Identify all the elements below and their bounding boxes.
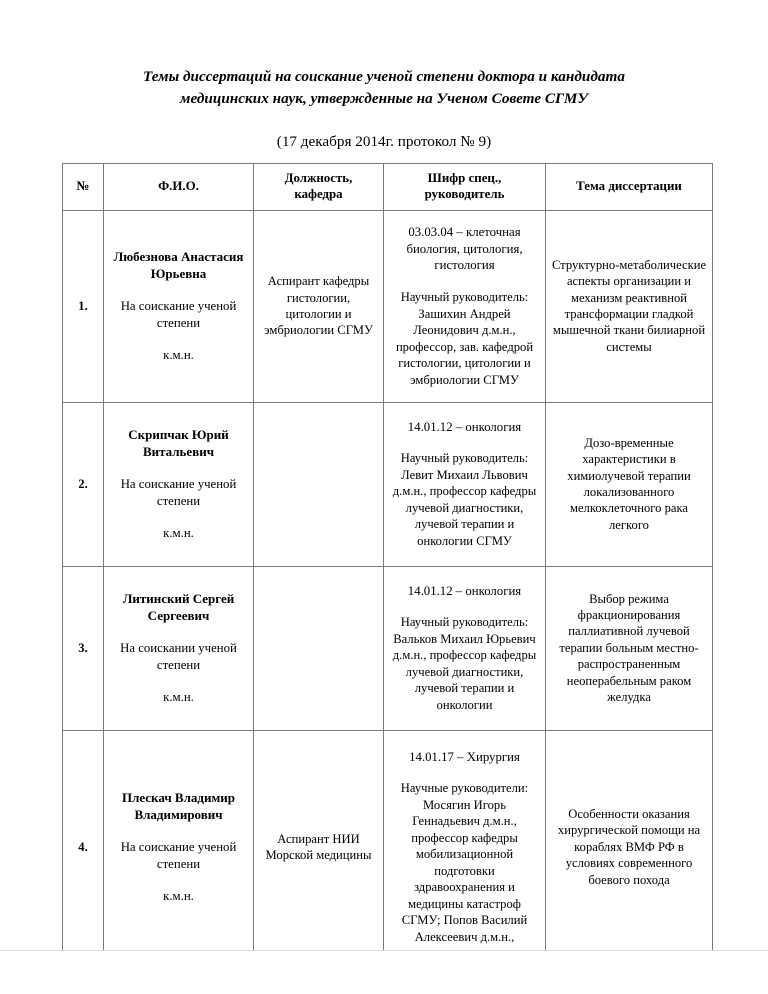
row-fio-name: Скрипчак Юрий Витальевич	[128, 427, 229, 460]
column-header-theme: Тема диссертации	[546, 164, 713, 211]
column-header-spec-line1: Шифр спец.,	[427, 171, 502, 185]
row-spec-code: 14.01.12 – онкология	[407, 419, 522, 434]
row-theme: Выбор режима фракционирования паллиативной лучевой терапии больным местно-распространенным неоперабельным раком желудка	[546, 566, 713, 730]
row-spec-supervisor: Научный руководитель: Левит Михаил Львович д.м.н., профессор кафедры лучевой диагностики, лучевой терапии и онкологии СГМУ	[392, 451, 537, 548]
row-spec-code: 14.01.12 – онкология	[407, 583, 522, 598]
row-theme: Дозо-временные характеристики в химиолучевой терапии локализованного мелкоклеточного рака легкого	[546, 402, 713, 566]
row-spec	[384, 210, 546, 402]
row-fio-degree: На соискание ученой степени	[120, 299, 237, 330]
page-bottom-clip	[0, 950, 768, 994]
row-fio-degree: На соискании ученой степени	[120, 641, 237, 672]
row-spec	[384, 402, 546, 566]
table-row	[63, 210, 713, 402]
row-fio-degree-abbr: к.м.н.	[163, 348, 194, 363]
dissertation-table	[62, 163, 713, 965]
table-header-row	[63, 164, 713, 211]
row-number: 1.	[63, 210, 104, 402]
column-header-position-line1: Должность,	[284, 171, 353, 185]
row-fio	[104, 210, 254, 402]
column-header-position-line2: кафедра	[294, 187, 343, 202]
column-header-spec	[384, 164, 546, 211]
row-spec-supervisor: Научный руководитель: Вальков Михаил Юрьевич д.м.н., профессор кафедры лучевой диагностики, лучевой терапии и онкологии	[392, 615, 537, 712]
page-title-line-1: Темы диссертаций на соискание ученой степени доктора и кандидата	[143, 68, 625, 85]
row-number: 4.	[63, 730, 104, 964]
table-row	[63, 730, 713, 964]
row-spec-code: 14.01.17 – Хирургия	[409, 749, 520, 764]
row-spec-supervisor: Научный руководитель: Зашихин Андрей Леонидович д.м.н., профессор, зав. кафедрой гистологии, цитологии и эмбриологии СГМУ	[395, 290, 534, 387]
row-fio-degree: На соискание ученой степени	[120, 840, 237, 871]
row-position: Аспирант НИИ Морской медицины	[254, 730, 384, 964]
row-spec-code: 03.03.04 – клеточная биология, цитология, гистология	[406, 224, 523, 273]
page-bottom-divider	[0, 950, 768, 951]
row-position	[254, 402, 384, 566]
row-theme: Особенности оказания хирургической помощи на кораблях ВМФ РФ в условиях современного боевого похода	[546, 730, 713, 964]
row-position: Аспирант кафедры гистологии, цитологии и эмбриологии СГМУ	[254, 210, 384, 402]
column-header-position	[254, 164, 384, 211]
row-fio-degree-abbr: к.м.н.	[163, 526, 194, 541]
column-header-fio: Ф.И.О.	[104, 164, 254, 211]
row-fio	[104, 730, 254, 964]
column-header-number: №	[63, 164, 104, 211]
page-title-line-2: медицинских наук, утвержденные на Ученом Совете СГМУ	[180, 89, 588, 107]
page-subtitle: (17 декабря 2014г. протокол № 9)	[276, 133, 492, 151]
row-fio-degree: На соискание ученой степени	[120, 477, 237, 508]
row-fio-name: Плескач Владимир Владимирович	[121, 790, 236, 823]
row-spec	[384, 730, 546, 964]
page-title	[0, 0, 768, 109]
row-number: 2.	[63, 402, 104, 566]
row-fio	[104, 402, 254, 566]
dissertation-table-wrapper	[62, 163, 712, 965]
row-fio-name: Любезнова Анастасия Юрьевна	[113, 249, 244, 282]
row-theme: Структурно-метаболические аспекты организации и механизм реактивной трансформации гладкой мышечной ткани билиарной системы	[546, 210, 713, 402]
row-position	[254, 566, 384, 730]
row-fio	[104, 566, 254, 730]
table-row	[63, 566, 713, 730]
row-fio-degree-abbr: к.м.н.	[163, 889, 194, 904]
row-fio-name: Литинский Сергей Сергеевич	[122, 591, 235, 624]
row-spec-supervisor: Научные руководители: Мосягин Игорь Геннадьевич д.м.н., профессор кафедры мобилизационной подготовки здравоохранения и медицины катастроф СГМУ; Попов Василий Алексеевич д.м.н.,	[400, 781, 529, 944]
row-fio-degree-abbr: к.м.н.	[163, 690, 194, 705]
row-number: 3.	[63, 566, 104, 730]
row-spec	[384, 566, 546, 730]
table-row	[63, 402, 713, 566]
column-header-spec-line2: руководитель	[424, 187, 505, 202]
